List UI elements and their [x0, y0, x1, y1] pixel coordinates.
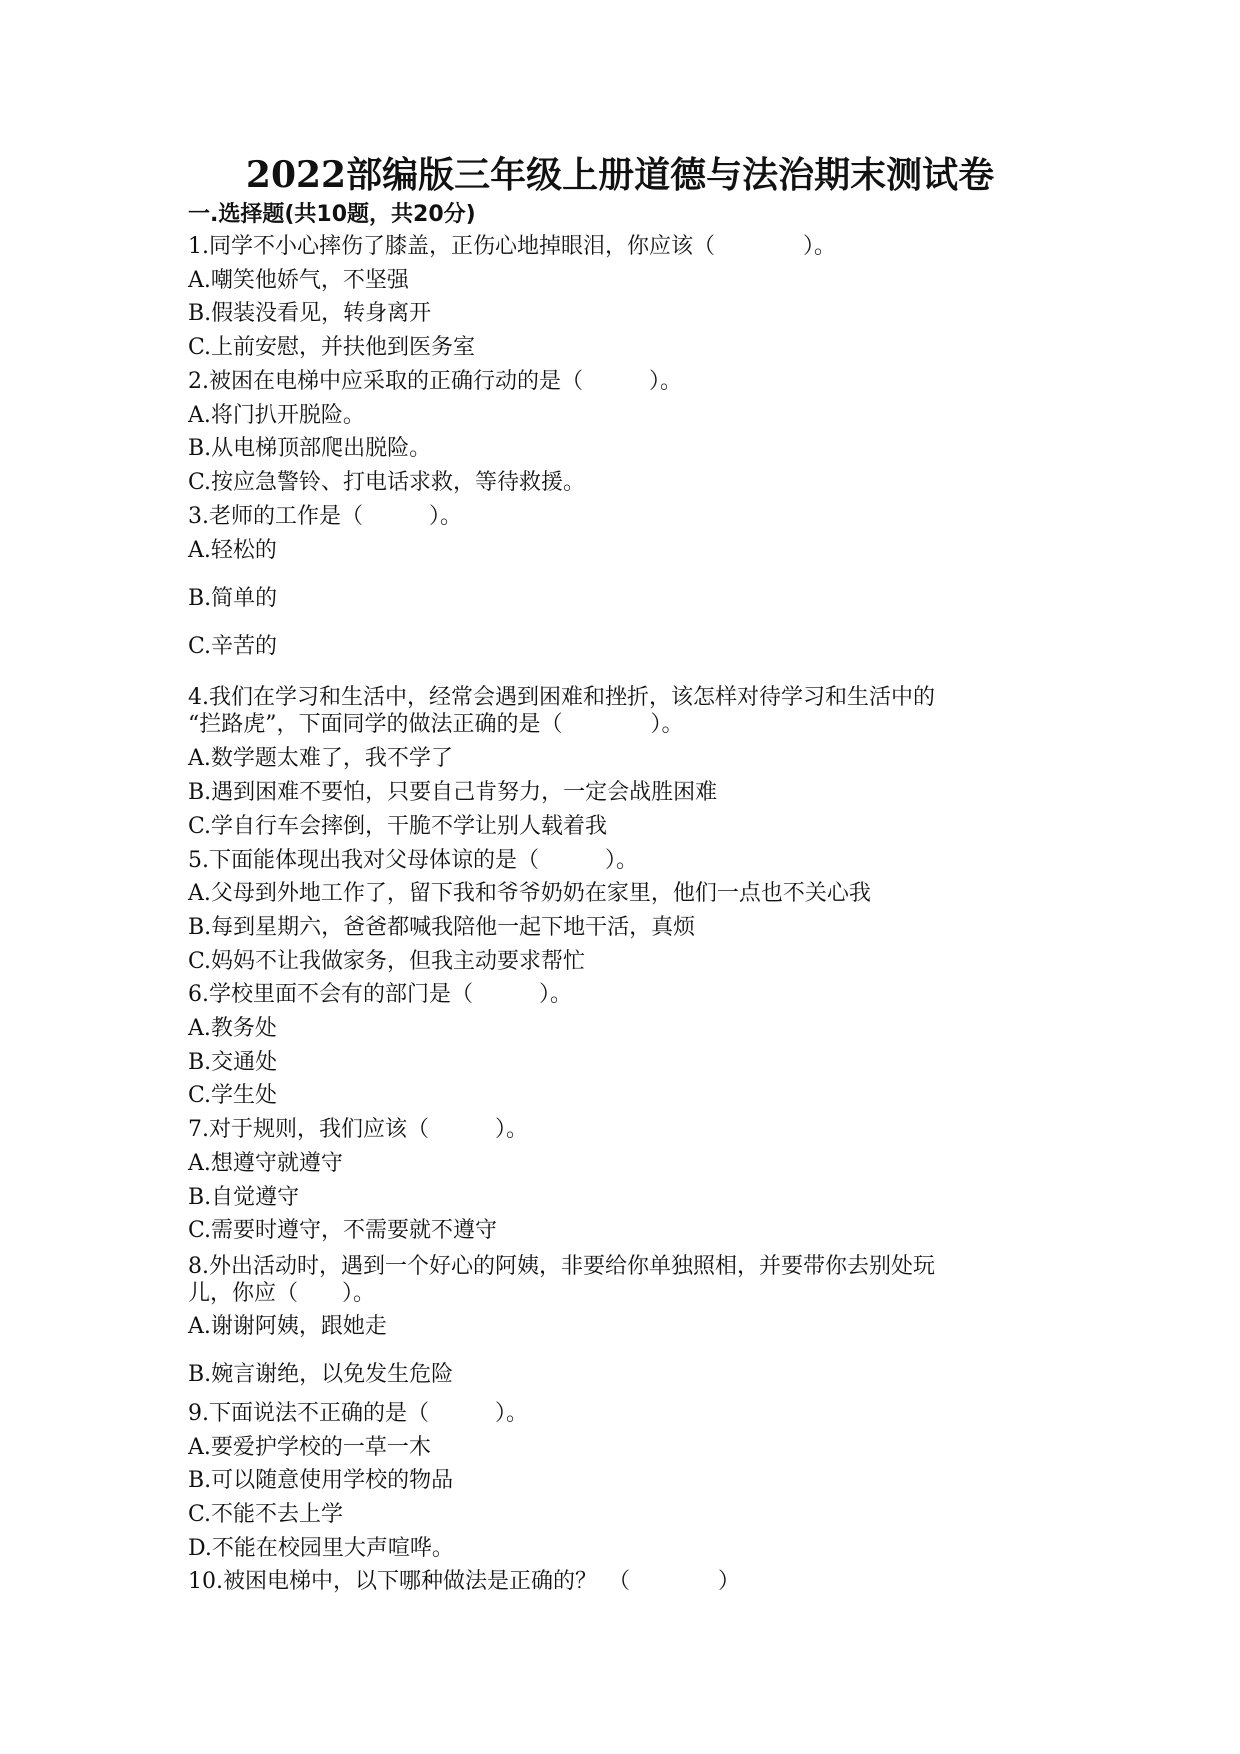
question-5-stem: 5.下面能体现出我对父母体谅的是（ ）。 — [188, 848, 638, 873]
question-9-option-b: B.可以随意使用学校的物品 — [188, 1468, 454, 1493]
question-4-option-a: A.数学题太难了，我不学了 — [188, 746, 453, 771]
question-5-option-a: A.父母到外地工作了，留下我和爷爷奶奶在家里，他们一点也不关心我 — [188, 881, 871, 906]
question-7-option-a: A.想遵守就遵守 — [188, 1151, 343, 1176]
question-1-stem: 1.同学不小心摔伤了膝盖，正伤心地掉眼泪，你应该（ ）。 — [188, 234, 836, 259]
question-9-option-d: D.不能在校园里大声喧哗。 — [188, 1536, 454, 1561]
question-8-option-a: A.谢谢阿姨，跟她走 — [188, 1314, 387, 1339]
question-6-option-c: C.学生处 — [188, 1083, 278, 1108]
question-6-option-a: A.教务处 — [188, 1016, 277, 1041]
question-7-option-b: B.自觉遵守 — [188, 1185, 300, 1210]
question-4-option-c: C.学自行车会摔倒，干脆不学让别人载着我 — [188, 814, 608, 839]
question-4-option-b: B.遇到困难不要怕，只要自己肯努力，一定会战胜困难 — [188, 780, 718, 805]
question-10-stem: 10.被困电梯中，以下哪种做法是正确的？ （ ） — [188, 1569, 740, 1594]
question-1-option-c: C.上前安慰，并扶他到医务室 — [188, 335, 476, 360]
question-3-option-b: B.简单的 — [188, 586, 278, 611]
question-2-option-b: B.从电梯顶部爬出脱险。 — [188, 436, 432, 461]
question-5-option-b: B.每到星期六，爸爸都喊我陪他一起下地干活，真烦 — [188, 915, 696, 940]
question-4-stem-line-2: “拦路虎”，下面同学的做法正确的是（ ）。 — [188, 712, 684, 737]
question-9-stem: 9.下面说法不正确的是（ ）。 — [188, 1401, 528, 1426]
question-7-stem: 7.对于规则，我们应该（ ）。 — [188, 1117, 528, 1142]
question-6-stem: 6.学校里面不会有的部门是（ ）。 — [188, 982, 572, 1007]
question-9-option-c: C.不能不去上学 — [188, 1502, 344, 1527]
exam-title: 2022部编版三年级上册道德与法治期末测试卷 — [245, 154, 995, 196]
question-3-option-a: A.轻松的 — [188, 538, 277, 563]
question-2-option-c: C.按应急警铃、打电话求救，等待救援。 — [188, 470, 586, 495]
question-9-option-a: A.要爱护学校的一草一木 — [188, 1435, 431, 1460]
question-6-option-b: B.交通处 — [188, 1050, 278, 1075]
question-8-option-b: B.婉言谢绝，以免发生危险 — [188, 1362, 454, 1387]
question-4-stem-line-1: 4.我们在学习和生活中，经常会遇到困难和挫折，该怎样对待学习和生活中的 — [188, 685, 935, 710]
question-7-option-c: C.需要时遵守，不需要就不遵守 — [188, 1218, 498, 1243]
question-5-option-c: C.妈妈不让我做家务，但我主动要求帮忙 — [188, 949, 586, 974]
section-heading: 一.选择题(共10题，共20分) — [188, 202, 476, 227]
question-1-option-a: A.嘲笑他娇气，不坚强 — [188, 268, 409, 293]
question-3-stem: 3.老师的工作是（ ）。 — [188, 504, 462, 529]
question-8-stem-line-2: 儿，你应（ ）。 — [188, 1281, 376, 1306]
question-8-stem-line-1: 8.外出活动时，遇到一个好心的阿姨，非要给你单独照相，并要带你去别处玩 — [188, 1254, 935, 1279]
question-1-option-b: B.假装没看见，转身离开 — [188, 301, 432, 326]
question-3-option-c: C.辛苦的 — [188, 634, 278, 659]
question-2-stem: 2.被困在电梯中应采取的正确行动的是（ ）。 — [188, 369, 682, 394]
question-2-option-a: A.将门扒开脱险。 — [188, 403, 365, 428]
